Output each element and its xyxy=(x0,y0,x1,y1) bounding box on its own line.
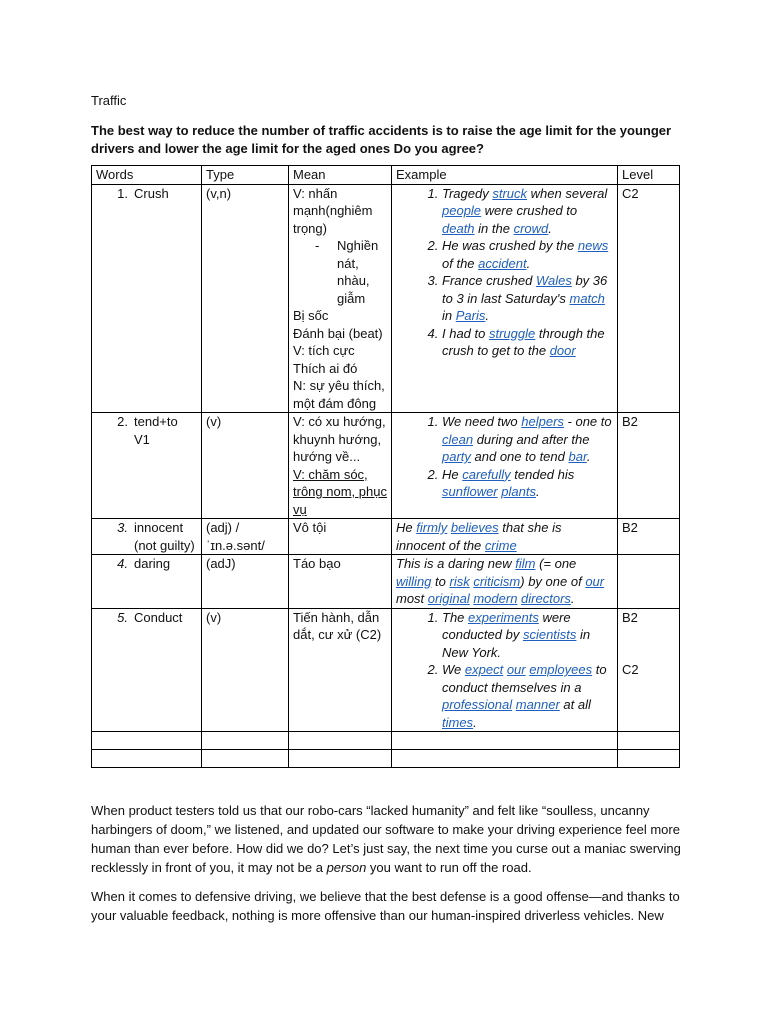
mean-cell: Vô tội xyxy=(289,519,392,555)
example-text-segment: . xyxy=(586,449,591,464)
word-cell xyxy=(92,184,202,413)
word-cell xyxy=(92,555,202,609)
example-text-segment: . xyxy=(526,255,531,271)
dictionary-link[interactable]: modern xyxy=(473,591,518,606)
dictionary-link[interactable]: criticism xyxy=(473,573,521,589)
example-text-segment: . xyxy=(548,220,552,236)
example-text-segment: through the crush to get to the xyxy=(442,325,605,358)
example-cell xyxy=(392,555,618,609)
example-item xyxy=(442,413,613,466)
mean-cell xyxy=(289,184,392,413)
example-cell xyxy=(392,413,618,519)
header-words: Words xyxy=(92,166,202,185)
row-number: 4. xyxy=(117,556,128,571)
dictionary-link[interactable]: risk xyxy=(449,573,470,589)
example-item xyxy=(442,661,613,731)
type-cell: (v,n) xyxy=(202,184,289,413)
dictionary-link[interactable]: match xyxy=(569,290,605,306)
type-cell: (adJ) xyxy=(202,555,289,609)
example-text-segment: He xyxy=(396,520,417,535)
dictionary-link[interactable]: people xyxy=(442,203,482,218)
table-row xyxy=(92,184,680,413)
type-cell: (v) xyxy=(202,608,289,732)
row-number: 3. xyxy=(117,520,128,535)
example-list xyxy=(396,413,613,501)
dictionary-link[interactable]: struggle xyxy=(488,325,536,341)
dictionary-link[interactable]: sunflower xyxy=(442,484,498,499)
dictionary-link[interactable]: firmly xyxy=(416,520,448,535)
essay-question: The best way to reduce the number of traffic accidents is to raise the age limit for the younger drivers and lower the age limit for the aged ones Do you agree? xyxy=(91,123,672,156)
word-cell xyxy=(92,413,202,519)
example-text-segment: - one to xyxy=(563,414,612,429)
dictionary-link[interactable]: expect xyxy=(464,662,504,677)
dictionary-link[interactable]: crime xyxy=(484,537,517,553)
example-text-segment: The xyxy=(442,609,469,625)
empty-row xyxy=(92,732,680,750)
dictionary-link[interactable]: times xyxy=(442,714,474,730)
dictionary-link[interactable]: original xyxy=(427,591,470,606)
dictionary-link[interactable]: news xyxy=(577,238,609,253)
dictionary-link[interactable]: our xyxy=(506,662,526,677)
example-text-segment: were crushed to xyxy=(481,203,578,218)
level-cell xyxy=(618,555,680,609)
word-cell xyxy=(92,519,202,555)
word: tend+to V1 xyxy=(134,414,178,447)
mean-line: N: sự yêu thích, một đám đông xyxy=(293,378,385,411)
dictionary-link[interactable]: willing xyxy=(396,573,432,589)
body-text xyxy=(91,801,681,925)
dictionary-link[interactable]: manner xyxy=(515,697,560,712)
mean-line-underlined: V: chăm sóc, trông nom, phục vụ xyxy=(293,466,387,517)
example-text-segment: by 36 to 3 in last Saturday's xyxy=(442,273,608,306)
dictionary-link[interactable]: professional xyxy=(442,697,513,712)
dictionary-link[interactable]: clean xyxy=(442,431,474,447)
word: Conduct xyxy=(134,609,183,625)
dictionary-link[interactable]: helpers xyxy=(521,414,564,429)
paragraph-text: When product testers told us that our robo-cars “lacked humanity” and felt like “soulless, uncanny harbingers of doom,” we listened, and updated our software to make your driving experience feel more human than ever before. How did we do? Let’s just say, the next time you curse out a maniac swerving recklessly in front of you, it may not be a xyxy=(91,803,681,875)
dictionary-link[interactable]: crowd xyxy=(513,220,549,236)
example-item xyxy=(442,609,613,662)
table-header-row xyxy=(92,166,680,185)
mean-line: Thích ai đó xyxy=(293,360,358,376)
type-cell: (v) xyxy=(202,413,289,519)
example-text-segment: of the xyxy=(442,255,479,271)
dictionary-link[interactable]: Paris xyxy=(455,308,486,323)
table-row xyxy=(92,555,680,609)
dictionary-link[interactable]: believes xyxy=(450,520,499,535)
dictionary-link[interactable]: directors xyxy=(521,591,571,606)
example-text-segment: ) by one of xyxy=(520,573,586,589)
example-item xyxy=(442,325,613,360)
example-text xyxy=(396,519,613,554)
example-text-segment: This is a daring new xyxy=(396,556,516,571)
example-cell xyxy=(392,608,618,732)
dictionary-link[interactable]: death xyxy=(442,220,475,236)
example-item xyxy=(442,237,613,272)
word: Crush xyxy=(134,185,169,201)
paragraph-text: you want to run off the road. xyxy=(366,860,532,875)
example-text-segment: Tragedy xyxy=(442,185,493,201)
dictionary-link[interactable]: experiments xyxy=(468,609,539,625)
word-cell xyxy=(92,608,202,732)
dictionary-link[interactable]: film xyxy=(515,556,536,571)
mean-line: Đánh bại (beat) xyxy=(293,325,383,341)
example-text-segment: in New York. xyxy=(442,627,591,660)
mean-line: V: có xu hướng, khuynh hướng, hướng về... xyxy=(293,414,386,464)
example-text-segment: . xyxy=(485,308,489,323)
word: daring xyxy=(134,556,171,571)
dictionary-link[interactable]: our xyxy=(585,573,605,589)
dictionary-link[interactable]: scientists xyxy=(522,627,577,642)
dictionary-link[interactable]: plants xyxy=(501,484,536,499)
dictionary-link[interactable]: employees xyxy=(529,662,593,677)
example-text-segment: and one to tend xyxy=(470,449,569,464)
example-text-segment: most xyxy=(396,591,428,606)
level-cell: C2 xyxy=(618,184,680,413)
dictionary-link[interactable]: accident xyxy=(478,255,527,271)
mean-cell xyxy=(289,413,392,519)
row-number: 1. xyxy=(117,185,128,201)
example-list xyxy=(396,609,613,732)
level-cell: B2 xyxy=(618,519,680,555)
dictionary-link[interactable]: carefully xyxy=(462,466,511,482)
mean-line: Bị sốc xyxy=(293,308,329,323)
example-text-segment: when several xyxy=(527,185,608,201)
table-row xyxy=(92,608,680,732)
example-text-segment: at all xyxy=(559,697,591,712)
document-page xyxy=(91,92,679,768)
mean-line: V: nhấn mạnh(nghiêm trọng) xyxy=(293,185,373,236)
level-value: B2 xyxy=(622,609,638,625)
emphasis: person xyxy=(326,860,367,875)
dictionary-link[interactable]: Wales xyxy=(535,273,572,288)
header-example: Example xyxy=(392,166,618,185)
mean-dash-item: - Nghiền nát, nhàu, giẫm xyxy=(293,237,387,307)
example-text-segment: tended his xyxy=(510,466,575,482)
table-row xyxy=(92,413,680,519)
example-text-segment: He xyxy=(442,466,463,482)
example-cell xyxy=(392,184,618,413)
empty-row xyxy=(92,750,680,768)
example-item xyxy=(442,185,613,238)
vocabulary-table xyxy=(91,165,680,768)
example-text-segment: We xyxy=(442,662,465,677)
example-text-segment: . xyxy=(535,484,540,499)
dictionary-link[interactable]: struck xyxy=(492,185,528,201)
table-row xyxy=(92,519,680,555)
example-text-segment: that she is innocent of the xyxy=(396,520,562,553)
dictionary-link[interactable]: party xyxy=(442,449,471,464)
example-text-segment: during and after the xyxy=(473,431,590,447)
example-text-segment: I had to xyxy=(442,325,489,341)
example-text-segment: to xyxy=(431,573,450,589)
header-type: Type xyxy=(202,166,289,185)
paragraph: When it comes to defensive driving, we believe that the best defense is a good offense—and thanks to your valuable feedback, nothing is more offensive than our human-inspired driverless vehicles. New xyxy=(91,889,680,923)
example-text-segment: He was crushed by the xyxy=(442,238,578,253)
mean-dash-text: Nghiền nát, nhàu, giẫm xyxy=(337,238,379,306)
example-text-segment: France crushed xyxy=(442,273,536,288)
paragraph xyxy=(91,801,681,877)
example-text-segment: (= one xyxy=(535,556,577,571)
example-text-segment: We need two xyxy=(442,414,522,429)
example-text-segment: in the xyxy=(474,220,514,236)
example-text xyxy=(396,555,613,608)
dictionary-link[interactable]: bar xyxy=(568,449,587,464)
type-cell: (adj) /ˈɪn.ə.sənt/ xyxy=(202,519,289,555)
example-text-segment: in xyxy=(442,308,456,323)
header-mean: Mean xyxy=(289,166,392,185)
example-text-segment: . xyxy=(570,591,575,606)
example-text-segment: to conduct themselves in a xyxy=(442,662,607,695)
mean-cell: Táo bạo xyxy=(289,555,392,609)
example-text-segment: were conducted by xyxy=(442,609,571,642)
example-cell xyxy=(392,519,618,555)
example-item xyxy=(442,466,613,501)
row-number: 5. xyxy=(117,609,128,625)
word: innocent (not guilty) xyxy=(134,520,195,553)
mean-line: V: tích cực xyxy=(293,343,355,358)
header-level: Level xyxy=(618,166,680,185)
level-cell: B2 xyxy=(618,413,680,519)
level-value: C2 xyxy=(622,662,639,677)
example-item xyxy=(442,272,613,325)
mean-cell: Tiến hành, dẫn dắt, cư xử (C2) xyxy=(289,608,392,732)
row-number: 2. xyxy=(117,414,128,429)
example-list xyxy=(396,185,613,360)
dictionary-link[interactable]: door xyxy=(549,343,576,358)
example-text-segment: . xyxy=(473,714,477,730)
level-cell xyxy=(618,608,680,732)
doc-title: Traffic xyxy=(91,93,127,108)
